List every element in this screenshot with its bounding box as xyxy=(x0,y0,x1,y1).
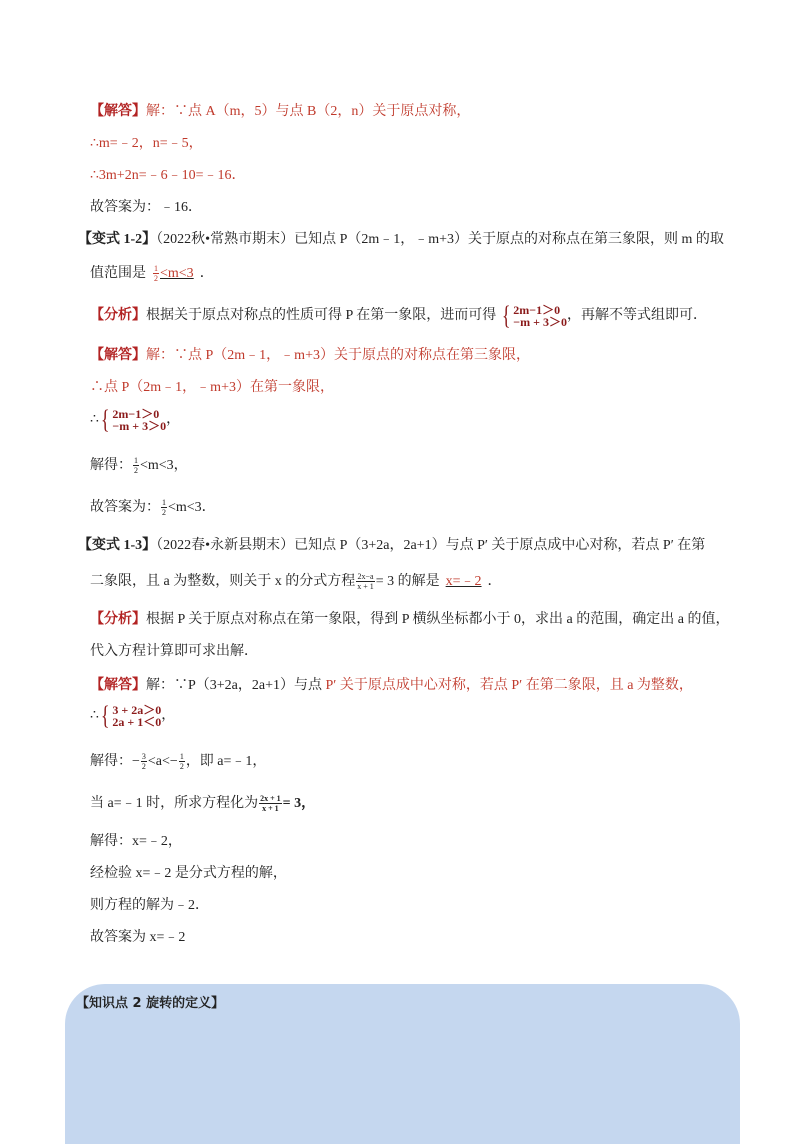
equation-fraction xyxy=(259,794,282,813)
variant-1-2-solution-1 xyxy=(90,346,758,366)
variant-1-3-solution-2 xyxy=(90,701,758,730)
variant-1-3-question-line-2 xyxy=(90,572,758,592)
fraction-numerator: 1 xyxy=(179,752,184,762)
solve-label: 解得： xyxy=(90,458,132,473)
fraction-denominator: 2 xyxy=(162,508,166,518)
variant-1-2-solution-4 xyxy=(90,456,758,476)
answer-tag: 【解答】 xyxy=(90,678,146,693)
brace-symbol: { xyxy=(501,301,511,330)
variant-1-2-solution-3 xyxy=(90,405,758,434)
analysis-tag: 【分析】 xyxy=(90,308,146,324)
solution-tail: ，即 a=﹣1， xyxy=(185,754,267,769)
fraction-numerator: 1 xyxy=(134,456,138,466)
fraction-denominator: 2 xyxy=(134,466,138,476)
solution-text-red: P′ 关于原点成中心对称，若点 P′ 在第二象限，且 a 为整数， xyxy=(325,678,693,693)
fraction xyxy=(179,752,185,771)
solution-line-3: ∴3m+2n=﹣6﹣10=﹣16． xyxy=(90,168,246,183)
variant-1-3-question-line-1 xyxy=(78,536,758,556)
analysis-text: 根据 P 关于原点对称点在第一象限，得到 P 横纵坐标都小于 0，求出 a 的范围，确定出 a 的值， xyxy=(146,612,730,627)
variant-1-3-answer: x=﹣2 xyxy=(445,574,482,589)
system-row-2: −m + 3＞0 xyxy=(513,315,567,329)
solution-line-2: ∴m=﹣2，n=﹣5， xyxy=(90,136,203,151)
brace-symbol: { xyxy=(100,405,110,434)
variant-1-3-solution-6: 经检验 x=﹣2 是分式方程的解， xyxy=(90,866,287,881)
variant-1-2-answer-line xyxy=(90,498,758,518)
substitution-text: 当 a=﹣1 时，所求方程化为 xyxy=(90,796,259,811)
answer-tag: 【解答】 xyxy=(90,348,146,363)
fraction-numerator: 2x−a xyxy=(357,572,374,582)
answer-label: 故答案为： xyxy=(90,500,160,515)
inequality-middle: <a<− xyxy=(147,754,178,769)
solution-line-1 xyxy=(90,102,758,122)
analysis-text: 根据关于原点对称点的性质可得 xyxy=(146,308,342,324)
fraction-denominator: 2 xyxy=(179,762,184,772)
variant-1-3-answer-line: 故答案为 x=﹣2 xyxy=(90,930,186,945)
fraction xyxy=(153,264,159,283)
fraction-denominator: x + 1 xyxy=(262,804,279,814)
variant-1-3-solution-1 xyxy=(90,676,758,696)
punctuation: ． xyxy=(199,266,214,281)
variant-1-3-title: 【变式 1-3】 xyxy=(78,538,157,553)
solution-text: 解：∵P（3+2a，2a+1）与点 xyxy=(146,678,323,693)
variant-1-3-analysis-1 xyxy=(90,610,758,630)
analysis-text-3: ，再解不等式组即可． xyxy=(566,308,707,324)
system-row-2: −m + 3＞0 xyxy=(112,419,167,433)
fraction xyxy=(133,456,139,475)
system-row-1: 2m−1＞0 xyxy=(513,303,561,317)
punctuation: ， xyxy=(166,412,181,428)
variant-1-2-solution-2: ∴点 P（2m﹣1，﹣m+3）在第一象限， xyxy=(90,380,334,395)
solution-text: 解：∵点 P（2m﹣1，﹣m+3）关于原点的对称点在第三象限， xyxy=(146,348,530,363)
analysis-text-2: P 在第一象限，进而可得 xyxy=(345,308,497,324)
answer-tail: <m<3． xyxy=(168,500,216,515)
equation-rhs: = 3， xyxy=(282,796,316,811)
fraction xyxy=(141,752,147,771)
fraction-numerator: 2x + 1 xyxy=(260,794,281,804)
system-row-1: 2m−1＞0 xyxy=(112,407,160,421)
solve-label: 解得：− xyxy=(90,754,140,769)
variant-1-2-question-line-1 xyxy=(78,230,758,250)
variant-1-2-answer xyxy=(146,264,200,284)
variant-1-3-solution-7: 则方程的解为﹣2． xyxy=(90,898,209,913)
fraction-denominator: x + 1 xyxy=(357,582,374,592)
variant-1-3-solution-4 xyxy=(90,794,758,814)
fraction-numerator: 3 xyxy=(141,752,146,762)
fraction-denominator: 2 xyxy=(154,274,158,284)
punctuation: ． xyxy=(487,574,502,589)
answer-line: 故答案为：﹣16． xyxy=(90,200,202,215)
point-b-text: B（2，n）关于原点对称， xyxy=(307,104,471,119)
range-prompt: 值范围是 xyxy=(90,266,146,281)
therefore-symbol: ∴ xyxy=(90,412,99,428)
system-row-1: 3 + 2a＞0 xyxy=(112,703,162,717)
inequality-system xyxy=(99,701,162,730)
variant-1-3-text: （2022春•永新县期末）已知点 P（3+2a，2a+1）与点 P′ 关于原点成中心对称，若点 P′ 在第 xyxy=(156,538,706,553)
fraction-numerator: 1 xyxy=(154,264,158,274)
fraction xyxy=(161,498,167,517)
equation-rhs: = 3 的解是 xyxy=(375,574,440,589)
answer-tail: <m<3 xyxy=(160,266,194,281)
fraction-denominator: 2 xyxy=(141,762,146,772)
variant-1-2-question-line-2 xyxy=(90,264,758,284)
question-text: 二象限，且 a 为整数，则关于 x 的分式方程 xyxy=(90,574,356,589)
inequality-system xyxy=(99,405,167,434)
answer-tag: 【解答】 xyxy=(90,104,146,119)
variant-1-2-title: 【变式 1-2】 xyxy=(78,232,157,247)
variant-1-3-solution-3 xyxy=(90,752,758,772)
knowledge-point-2-title: 【知识点 2 旋转的定义】 xyxy=(76,996,225,1011)
solution-text: 解：∵点 xyxy=(146,104,202,119)
therefore-symbol: ∴ xyxy=(90,708,99,724)
variant-1-2-text: （2022秋•常熟市期末）已知点 P（2m﹣1，﹣m+3）关于原点的对称点在第三象限，则 m 的取 xyxy=(156,232,724,247)
variant-1-3-analysis-2: 代入方程计算即可求出解． xyxy=(90,644,258,659)
variant-1-3-solution-5: 解得：x=﹣2， xyxy=(90,834,182,849)
point-a-text: A（m，5）与点 xyxy=(205,104,304,119)
fraction-numerator: 1 xyxy=(162,498,166,508)
brace-symbol: { xyxy=(100,701,110,730)
equation-fraction xyxy=(356,572,375,591)
variant-1-2-analysis xyxy=(90,301,758,330)
inequality-system xyxy=(500,301,567,330)
punctuation: ， xyxy=(161,708,176,724)
solution-tail: <m<3， xyxy=(140,458,188,473)
analysis-tag: 【分析】 xyxy=(90,612,146,627)
system-row-2: 2a + 1＜0 xyxy=(112,715,162,729)
